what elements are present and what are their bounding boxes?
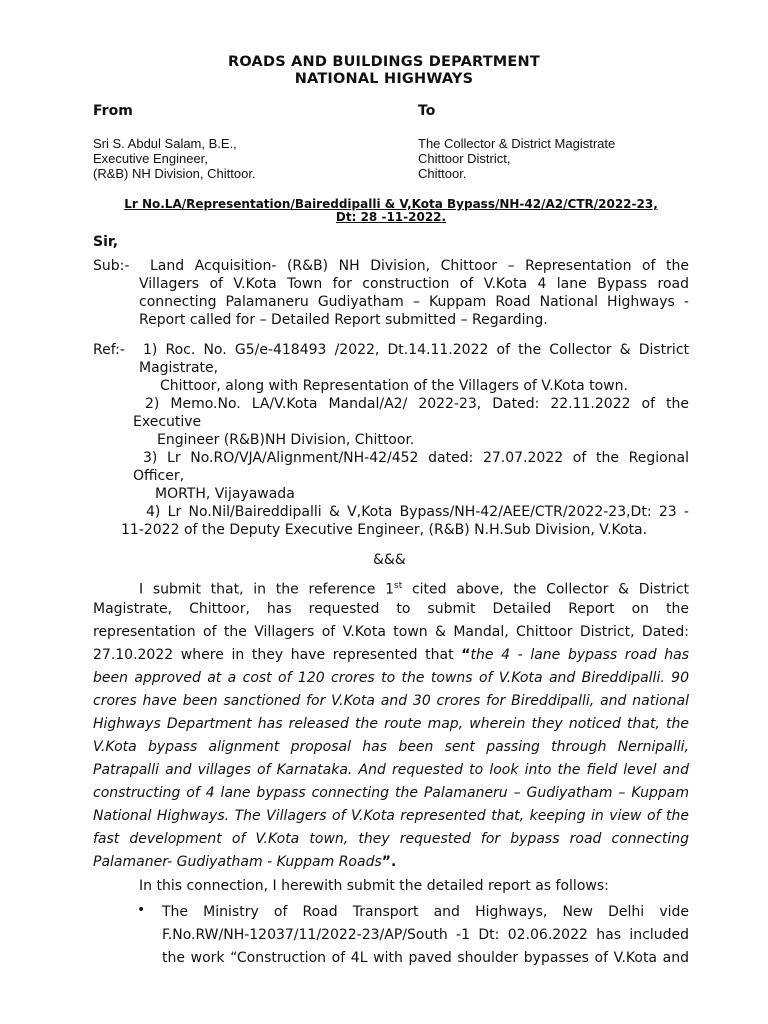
body-text-part: I submit that, in the reference 1 xyxy=(139,581,394,598)
bullet-text: F.No.RW/NH-12037/11/2022-23/AP/South -1 Dt: 02.06.2022 has included xyxy=(162,927,689,943)
body-text-part: 27.10.2022 where in they have represented that xyxy=(93,647,462,663)
bullet-line xyxy=(162,926,689,944)
body-line xyxy=(93,853,396,871)
body-line xyxy=(93,715,689,733)
ordinal-suffix: st xyxy=(394,581,403,591)
body-line xyxy=(93,669,689,687)
body-line xyxy=(93,830,689,848)
quoted-text: National Highways. The Villagers of V.Kota represented that, keeping in view of the xyxy=(93,808,689,824)
subject-label: Sub:- xyxy=(93,258,130,274)
quoted-text: Palamaner- Gudiyatham - Kuppam Roads xyxy=(93,854,382,870)
quoted-text: fast development of V.Kota town, they requested for bypass road connecting xyxy=(93,831,689,847)
reference-text: 2) Memo.No. LA/V.Kota Mandal/A2/ 2022-23, Dated: 22.11.2022 of the xyxy=(145,396,689,412)
from-line: (R&B) NH Division, Chittoor. xyxy=(93,166,256,181)
body-line xyxy=(93,692,689,710)
bullet-line xyxy=(162,949,689,967)
wing-title: NATIONAL HIGHWAYS xyxy=(294,71,474,87)
letter-reference-line: Dt: 28 -11-2022. xyxy=(335,210,447,224)
from-line: Sri S. Abdul Salam, B.E., xyxy=(93,136,237,151)
section-separator: &&& xyxy=(373,552,406,568)
to-line: Chittoor District, xyxy=(418,151,511,166)
reference-text: 3) Lr No.RO/VJA/Alignment/NH-42/452 dated: 27.07.2022 of the Regional xyxy=(143,450,689,466)
bullet-text: The Ministry of Road Transport and Highways, New Delhi vide xyxy=(162,904,689,920)
reference-line xyxy=(143,342,689,358)
body-line xyxy=(93,738,689,756)
subject-text: Report called for – Detailed Report submitted – Regarding. xyxy=(139,312,548,328)
reference-text: Officer, xyxy=(133,468,185,484)
open-quote: “ xyxy=(461,647,471,663)
body-line xyxy=(93,761,689,779)
reference-text: Chittoor, along with Representation of the Villagers of V.Kota town. xyxy=(160,378,628,394)
bullet-text: the work “Construction of 4L with paved shoulder bypasses of V.Kota and xyxy=(162,950,689,966)
bullet-line xyxy=(162,903,689,921)
from-address xyxy=(93,136,256,181)
body-line xyxy=(93,577,689,599)
subject-text: Land Acquisition- (R&B) NH Division, Chittoor – Representation of the xyxy=(150,258,689,274)
reference-text: MORTH, Vijayawada xyxy=(155,486,295,502)
reference-line xyxy=(143,450,689,466)
to-label: To xyxy=(418,103,436,119)
from-label: From xyxy=(93,103,133,119)
quoted-text: been approved at a cost of 120 crores to the towns of V.Kota and Bireddipalli. 90 xyxy=(93,670,689,686)
letter-reference xyxy=(93,198,689,224)
department-title: ROADS AND BUILDINGS DEPARTMENT xyxy=(228,54,540,70)
body-text xyxy=(93,646,689,664)
reference-text: Engineer (R&B)NH Division, Chittoor. xyxy=(157,432,415,448)
quoted-text: the 4 - lane bypass road has xyxy=(470,647,689,663)
subject-text: Villagers of V.Kota Town for construction of V.Kota 4 lane Bypass road xyxy=(139,276,689,292)
quoted-text: constructing of 4 lane bypass connecting the Palamaneru – Gudiyatham – Kuppam xyxy=(93,785,689,801)
to-line: Chittoor. xyxy=(418,166,467,181)
reference-line xyxy=(145,396,689,412)
body-text-part: cited above, the Collector & District xyxy=(402,581,690,598)
subject-line xyxy=(150,258,689,274)
subject-line xyxy=(139,276,689,292)
body-line xyxy=(93,646,689,664)
paragraph-intro: In this connection, I herewith submit the detailed report as follows: xyxy=(139,878,609,894)
references-label: Ref:- xyxy=(93,342,125,358)
salutation: Sir, xyxy=(93,234,119,250)
reference-line xyxy=(146,504,689,520)
subject-line xyxy=(139,294,689,310)
subject-text: connecting Palamaneru Gudiyatham – Kuppam Road National Highways - xyxy=(139,294,689,310)
body-text: representation of the Villagers of V.Kota town & Mandal, Chittoor District, Dated: xyxy=(93,624,689,640)
reference-text: 4) Lr No.Nil/Baireddipalli & V,Kota Bypass/NH-42/AEE/CTR/2022-23,Dt: 23 - xyxy=(146,504,689,520)
quoted-text: Patrapalli and villages of Karnataka. And requested to look into the field level and xyxy=(93,762,689,778)
body-line xyxy=(93,600,689,618)
reference-text: 1) Roc. No. G5/e-418493 /2022, Dt.14.11.2022 of the Collector & District xyxy=(143,342,689,358)
bullet-icon: • xyxy=(137,902,146,918)
from-line: Executive Engineer, xyxy=(93,151,208,166)
quoted-text: crores have been sanctioned for V.Kota and 30 crores for Bireddipalli, and national xyxy=(93,693,689,709)
body-line xyxy=(93,807,689,825)
quoted-text: V.Kota bypass alignment proposal has been sent passing through Nernipalli, xyxy=(93,739,689,755)
to-line: The Collector & District Magistrate xyxy=(418,136,616,151)
reference-text: 11-2022 of the Deputy Executive Engineer, (R&B) N.H.Sub Division, V.Kota. xyxy=(121,522,648,538)
letter-reference-line: Lr No.LA/Representation/Baireddipalli & V,Kota Bypass/NH-42/A2/CTR/2022-23, xyxy=(124,197,658,211)
close-quote: ”. xyxy=(381,854,397,870)
body-line xyxy=(93,784,689,802)
reference-text: Executive xyxy=(133,414,202,430)
body-text xyxy=(93,577,689,599)
body-line xyxy=(93,623,689,641)
quoted-text: Highways Department has released the route map, wherein they noticed that, the xyxy=(93,716,689,732)
reference-text: Magistrate, xyxy=(139,360,219,376)
to-address xyxy=(418,136,615,181)
body-text: Magistrate, Chittoor, has requested to submit Detailed Report on the xyxy=(93,601,689,617)
